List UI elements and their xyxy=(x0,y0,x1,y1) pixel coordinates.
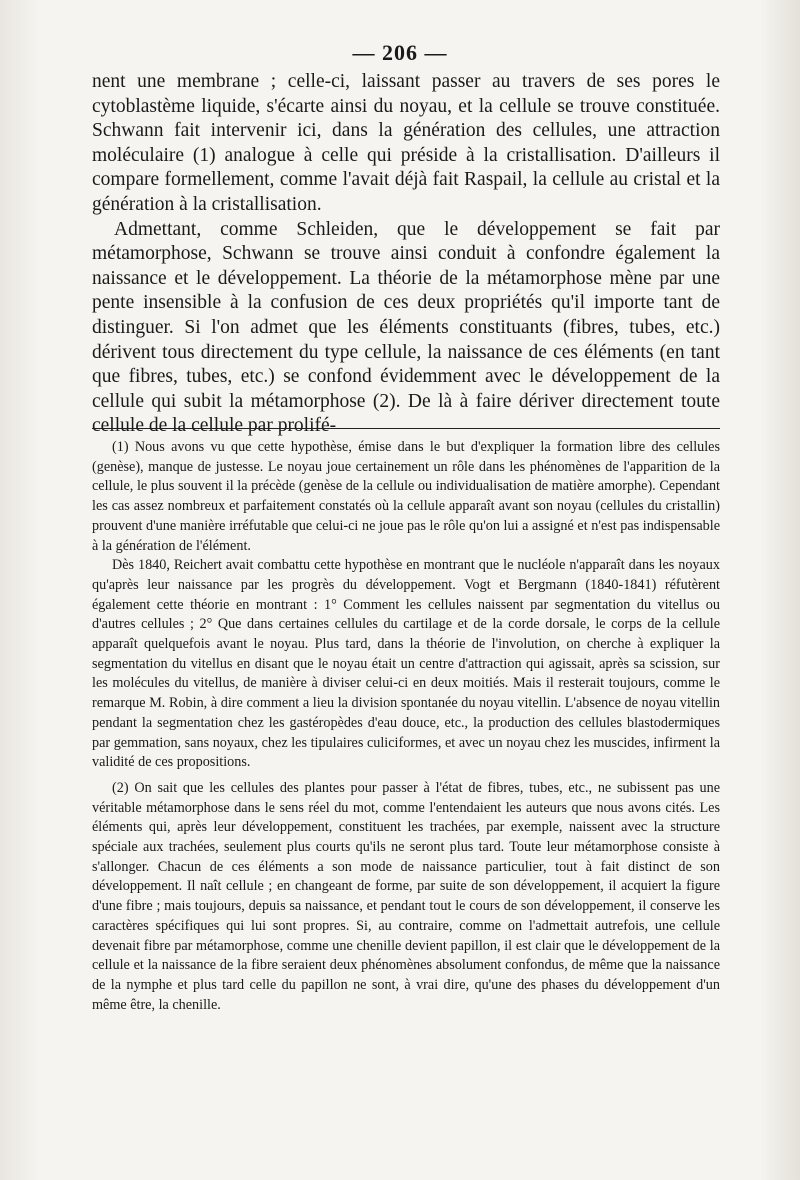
main-paragraph-1: nent une membrane ; celle-ci, laissant passer au travers de ses pores le cytoblastème liquide, s'écarte ainsi du noyau, et la cellule se trouve constituée. Schwann fait intervenir ici, dans la génération des cellules, une attraction moléculaire (1) analogue à celle qui préside à la cristallisation. D'ailleurs il compare formellement, comme l'avait déjà fait Raspail, la cellule au cristal et la génération à la cristallisation. xyxy=(92,71,720,215)
page-number: — 206 — xyxy=(352,40,448,65)
main-paragraph-2: Admettant, comme Schleiden, que le développement se fait par métamorphose, Schwann se trouve ainsi conduit à confondre également la naissance et le développement. La théorie de la métamorphose mène par une pente insensible à la confusion de ces deux propriétés qu'il importe tant de distinguer. Si l'on admet que les éléments constituants (fibres, tubes, etc.) dérivent tous directement du type cellule, la naissance de ces éléments (en tant que fibres, tubes, etc.) se confond évidemment avec le développement de la cellule qui subit la métamorphose (2). De là à faire dériver directement toute cellule de la cellule par prolifé- xyxy=(92,218,720,437)
footnote-2: (2) On sait que les cellules des plantes pour passer à l'état de fibres, tubes, etc., ne subissent pas une véritable métamorphose dans le sens réel du mot, comme l'entendaient les auteurs que nous avons cités. Les éléments qui, après leur développement, constituent les trachées, par exemple, naissent avec la structure spéciale aux trachées, seulement plus courts qu'ils ne seront plus tard. Toute leur métamorphose consiste à s'allonger. Chacun de ces éléments a son mode de naissance particulier, tout à fait distinct de son développement. Il naît cellule ; en changeant de forme, par suite de son développement, il acquiert la figure d'une fibre ; mais toujours, depuis sa naissance, et pendant tout le cours de son développement, il conserve les caractères spécifiques qui lui sont propres. Si, au contraire, comme on l'admettait autrefois, une cellule devenait fibre par métamorphose, comme une chenille devient papillon, il est clair que le développement de la cellule et la naissance de la fibre seraient deux phénomènes absolument confondus, de même que la naissance de la nymphe et plus tard celle du papillon ne sont, à vrai dire, qu'une des phases du développement d'un même être, la chenille. xyxy=(92,779,720,1013)
footnote-1-part-b: Dès 1840, Reichert avait combattu cette hypothèse en montrant que le nucléole n'apparaît dans les noyaux qu'après leur naissance par les progrès du développement. Vogt et Bergmann (1840-1841) réfutèrent également cette théorie en montrant : 1° Comment les cellules naissent par segmentation du vitellus ou d'autres cellules ; 2° Que dans certaines cellules du cartilage et de la corde dorsale, le corps de la cellule apparaît quelquefois avant le noyau. Plus tard, dans la théorie de l'involution, on cherche à expliquer la segmentation du vitellus en disant que le noyau était un centre d'attraction qui agissait, après sa scission, sur les molécules du vitellus, de manière à diviser celui-ci en deux moitiés. Mais il resterait toujours, comme le remarque M. Robin, à dire comment a lieu la division spontanée du noyau vitellin. L'absence de noyau vitellin pendant la segmentation chez les gastéropèdes d'eau douce, etc., la production des cellules blastodermiques par gemmation, sans noyaux, chez les tipulaires culiciformes, et avec un noyau chez les muscides, infirment la validité de ces propositions. xyxy=(92,557,720,771)
footnotes xyxy=(92,438,720,1015)
footnote-1-part-a: (1) Nous avons vu que cette hypothèse, émise dans le but d'expliquer la formation libre des cellules (genèse), manque de justesse. Le noyau joue certainement un rôle dans les phénomènes de l'apparition de la cellule, le plus souvent il la précède (genèse de la cellule ou individualisation de matière amorphe). Cependant les cas assez nombreux et parfaitement constatés où la cellule apparaît avant son noyau (cellules du cristallin) prouvent d'une manière irréfutable que celui-ci ne joue pas le rôle qu'on lui a assigné et n'est pas indispensable à la génération de l'élément. xyxy=(92,439,720,554)
footnote-separator xyxy=(92,428,720,429)
main-text xyxy=(92,70,720,439)
